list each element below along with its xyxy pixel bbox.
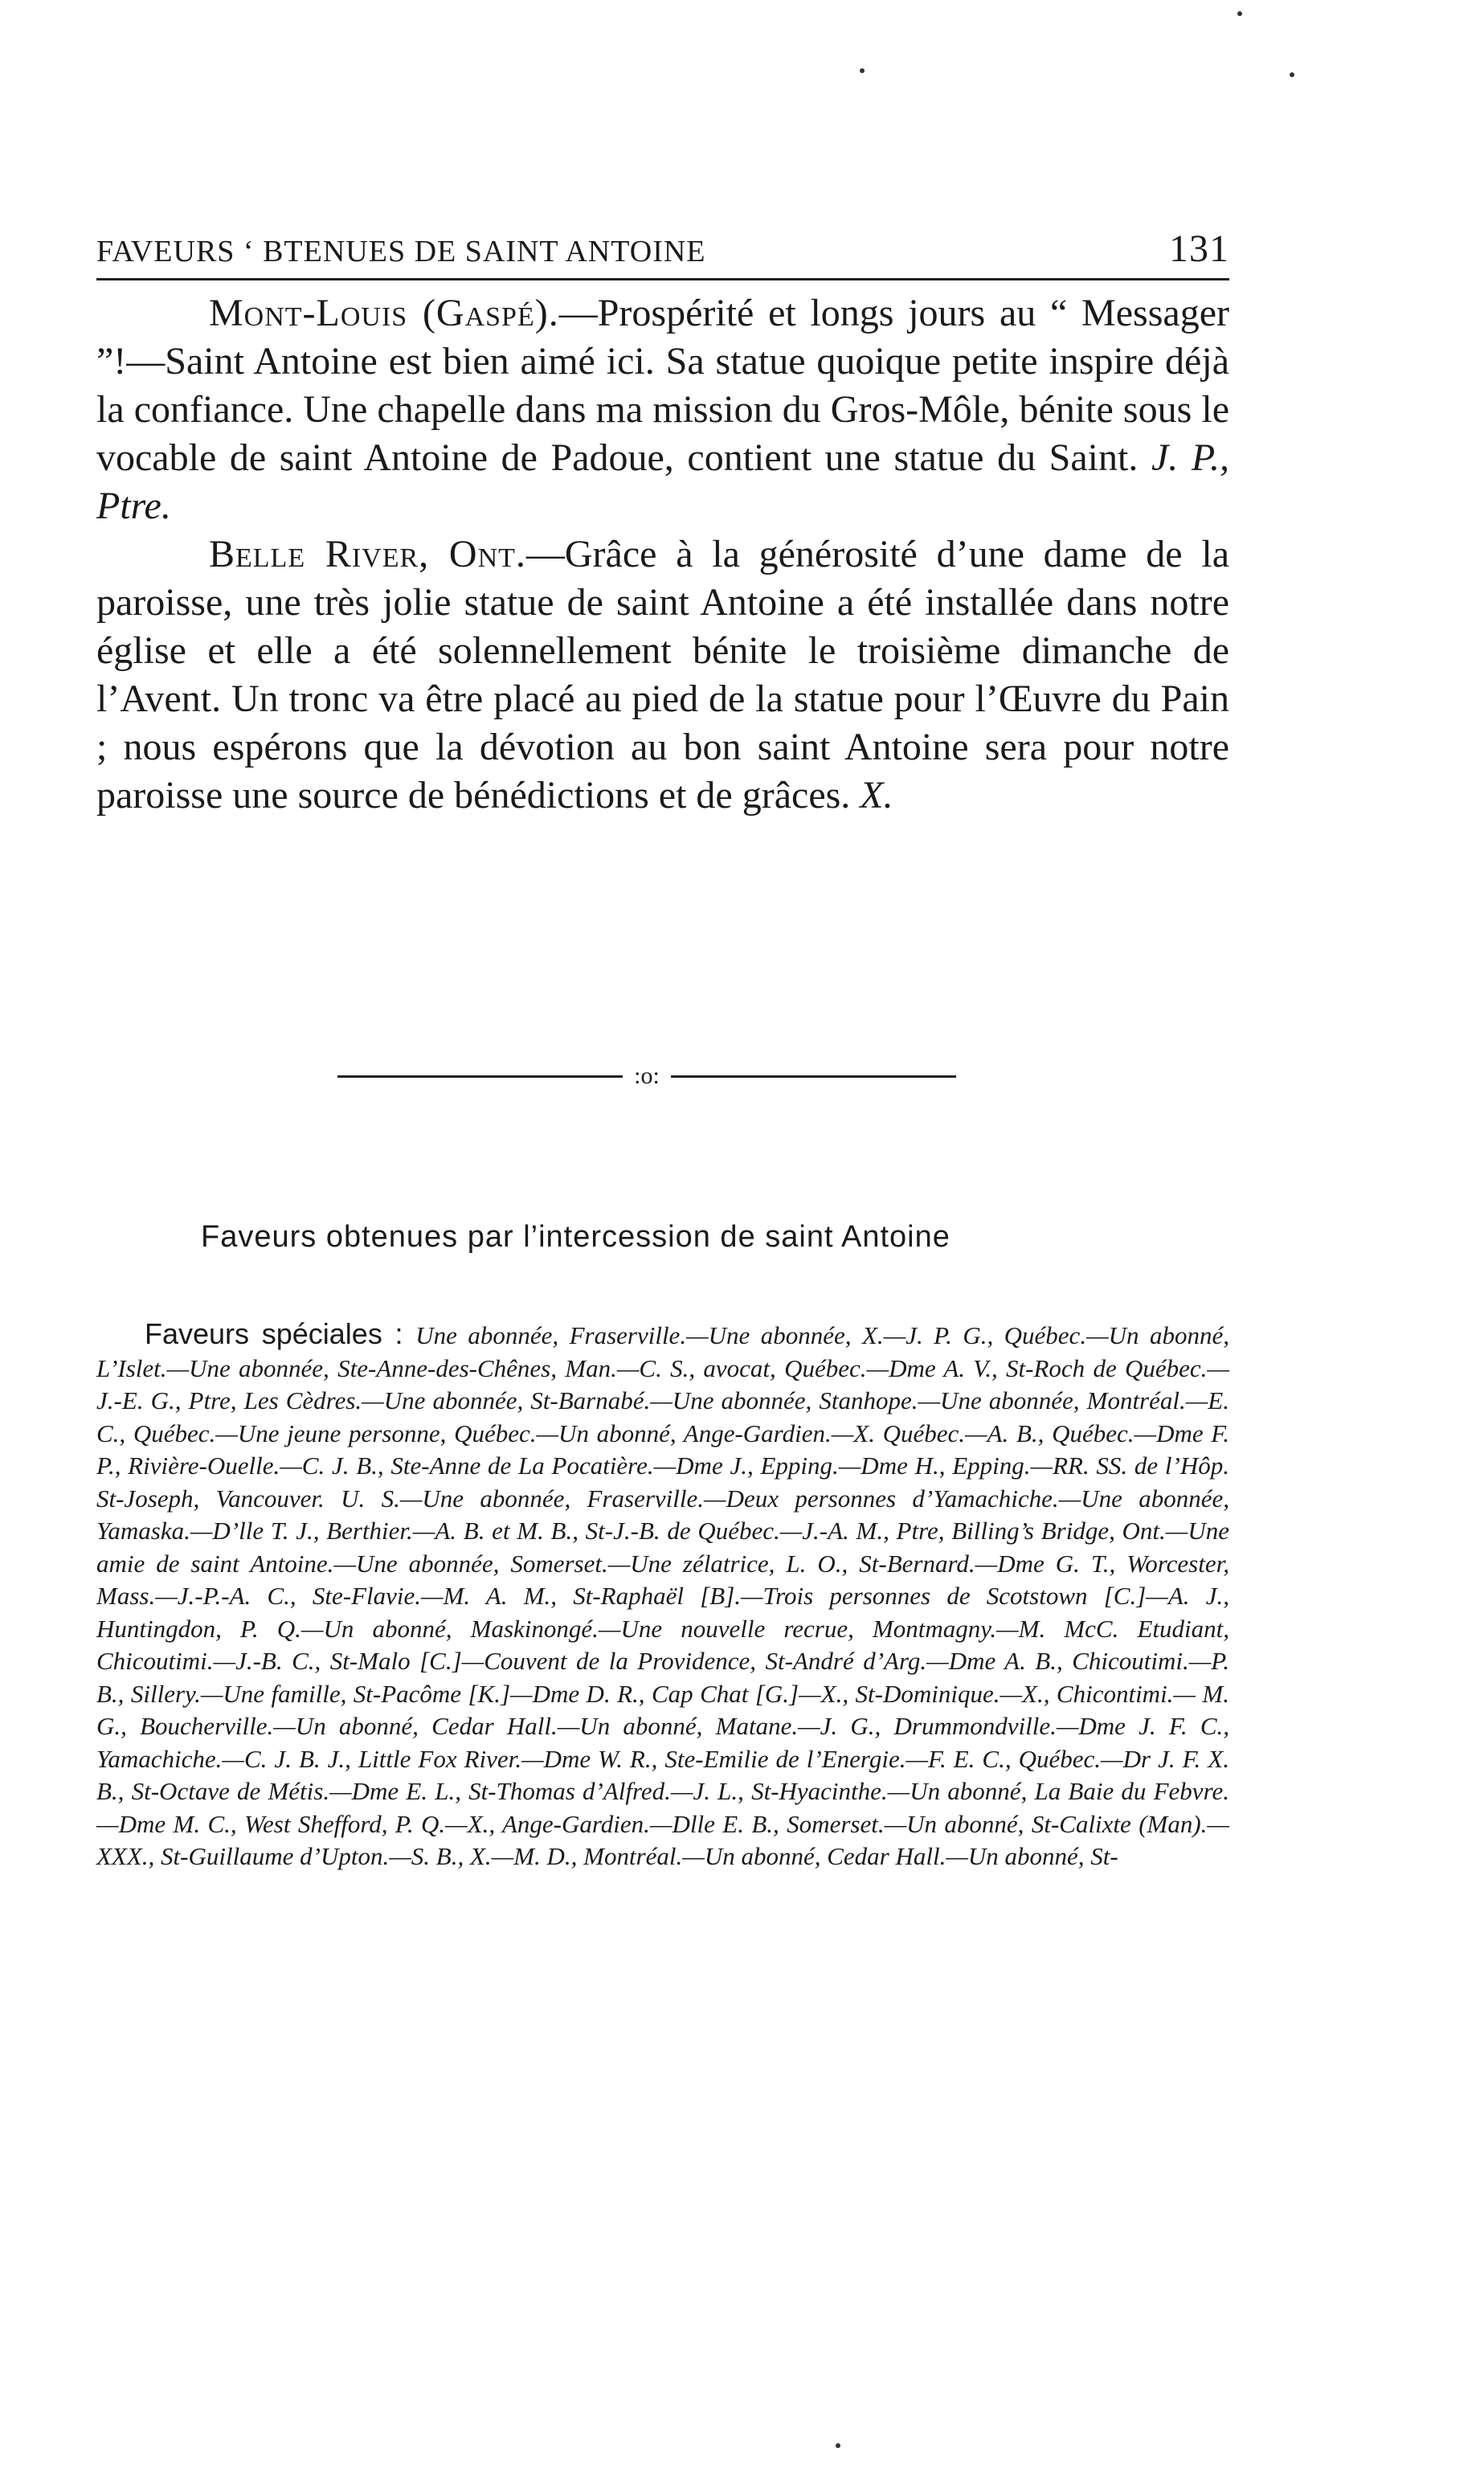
letter-place: Belle River, Ont. bbox=[209, 533, 526, 575]
running-header bbox=[96, 227, 1229, 271]
divider-line-right bbox=[671, 1075, 956, 1078]
speck-mark bbox=[860, 68, 865, 73]
letter-signature: X. bbox=[860, 774, 893, 817]
letter-text: —Grâce à la générosité d’une dame de la paroisse, une très jolie statue de saint Antoine a été installée dans notre église et elle a été solennellement bénite le troisième dimanche de l’Avent. Un tronc va être placé au pied de la statue pour l’Œuvre du Pain ; nous espérons que la dévotion au bon saint Antoine sera pour notre paroisse une source de bénédictions et de grâces. bbox=[96, 533, 1229, 817]
letter-signature: J. P., Ptre. bbox=[96, 436, 1230, 527]
section-title: Faveurs obtenues par l’intercession de saint Antoine bbox=[201, 1220, 950, 1254]
letter-paragraph bbox=[96, 530, 1229, 820]
favours-list bbox=[96, 1318, 1229, 1873]
letter-text: —Prospérité et longs jours au “ Messager ”!—Saint Antoine est bien aimé ici. Sa statue quoique petite inspire déjà la confiance. Une chapelle dans ma mission du Gros-Môle, bénite sous le vocable de saint Antoine de Padoue, contient une statue du Saint. bbox=[96, 292, 1229, 479]
page-number: 131 bbox=[1169, 227, 1229, 270]
speck-mark bbox=[1237, 11, 1242, 16]
speck-mark bbox=[836, 2443, 840, 2448]
divider-ornament: :o: bbox=[634, 1062, 660, 1089]
divider-line-left bbox=[337, 1075, 623, 1078]
favours-entries: Une abonnée, Fraserville.—Une abonnée, X.—J. P. G., Québec.—Un abonné, L’Islet.—Une abonnée, Ste-Anne-des-Chênes, Man.—C. S., avocat, Québec.—Dme A. V., St-Roch de Québec.—J.-E. G., Ptre, Les Cèdres.—Une abonnée, St-Barnabé.—Une abonnée, Stanhope.—Une abonnée, Montréal.—E. C., Québec.—Une jeune personne, Québec.—Un abonné, Ange-Gardien.—X. Québec.—A. B., Québec.—Dme F. P., Rivière-Ouelle.—C. J. B., Ste-Anne de La Pocatière.—Dme J., Epping.—Dme H., Epping.—RR. SS. de l’Hôp. St-Joseph, Vancouver. U. S.—Une abonnée, Fraserville.—Deux personnes d’Yamachiche.—Une abonnée, Yamaska.—D’lle T. J., Berthier.—A. B. et M. B., St-J.-B. de Québec.—J.-A. M., Ptre, Billing’s Bridge, Ont.—Une amie de saint Antoine.—Une abonnée, Somerset.—Une zélatrice, L. O., St-Bernard.—Dme G. T., Worcester, Mass.—J.-P.-A. C., Ste-Flavie.—M. A. M., St-Raphaël [B].—Trois personnes de Scotstown [C.]—A. J., Huntingdon, P. Q.—Un abonné, Maskinongé.—Une nouvelle recrue, Montmagny.—M. McC. Etudiant, Chicoutimi.—J.-B. C., St-Malo [C.]—Couvent de la Providence, St-André d’Arg.—Dme A. B., Chicoutimi.—P. B., Sillery.—Une famille, St-Pacôme [K.]—Dme D. R., Cap Chat [G.]—X., St-Dominique.—X., Chicontimi.— M. G., Boucherville.—Un abonné, Cedar Hall.—Un abonné, Matane.—J. G., Drummondville.—Dme J. F. C., Yamachiche.—C. J. B. J., Little Fox River.—Dme W. R., Ste-Emilie de l’Energie.—F. E. C., Québec.—Dr J. F. X. B., St-Octave de Métis.—Dme E. L., St-Thomas d’Alfred.—J. L., St-Hyacinthe.—Un abonné, La Baie du Febvre.—Dme M. C., West Shefford, P. Q.—X., Ange-Gardien.—Dlle E. B., Somerset.—Un abonné, St-Calixte (Man).—XXX., St-Guillaume d’Upton.—S. B., X.—M. D., Montréal.—Un abonné, Cedar Hall.—Un abonné, St- bbox=[96, 1321, 1229, 1870]
speck-mark bbox=[1290, 72, 1294, 77]
favours-lead: Faveurs spéciales : bbox=[145, 1317, 416, 1350]
letter-place: Mont-Louis (Gaspé). bbox=[209, 292, 559, 334]
running-title: FAVEURS ‘ BTENUES DE SAINT ANTOINE bbox=[96, 235, 706, 268]
section-divider bbox=[337, 1062, 956, 1090]
header-rule bbox=[96, 278, 1229, 280]
letter-paragraph bbox=[96, 289, 1229, 530]
letters-block bbox=[96, 289, 1229, 820]
